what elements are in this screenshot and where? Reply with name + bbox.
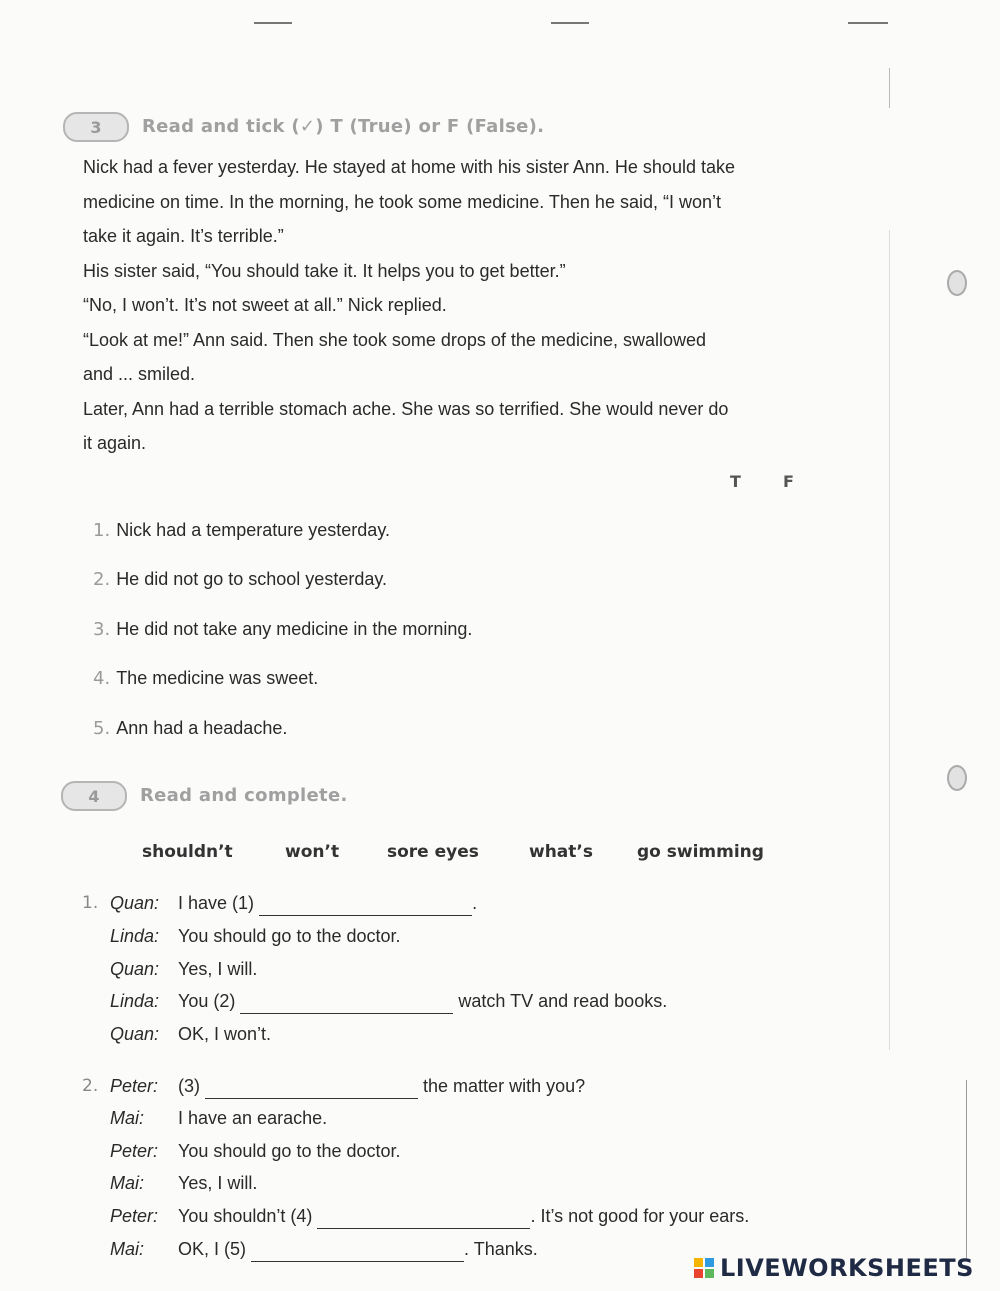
statement-number: 5. (93, 718, 111, 739)
speaker: Quan: (110, 893, 160, 913)
dialogue-line (178, 1076, 585, 1099)
dialogue-line: Yes, I will. (178, 1173, 258, 1193)
passage-line: Later, Ann had a terrible stomach ache. She was so terrified. She would never do (83, 398, 729, 419)
logo-square (694, 1269, 703, 1278)
dialogue-1-number: 1. (82, 893, 99, 913)
word-bank-item: won’t (285, 842, 340, 862)
line-text: the matter with you? (423, 1076, 586, 1096)
speaker: Peter: (110, 1206, 159, 1226)
top-dash-middle (551, 22, 589, 24)
dialogue-line (178, 1239, 538, 1262)
false-column-header: F (783, 472, 794, 491)
statement-text: He did not go to school yesterday. (116, 569, 388, 589)
logo-square (694, 1258, 703, 1267)
dialogue-2-number: 2. (82, 1076, 99, 1096)
statement-text: He did not take any medicine in the morning. (116, 619, 473, 639)
statement-text: Ann had a headache. (116, 718, 288, 738)
statement-text: Nick had a temperature yesterday. (116, 520, 390, 540)
word-bank-item: what’s (529, 842, 593, 862)
logo-square (705, 1269, 714, 1278)
liveworksheets-logo (694, 1254, 974, 1282)
answer-blank-3[interactable] (205, 1078, 418, 1099)
line-text: . It’s not good for your ears. (530, 1206, 750, 1226)
statement-2 (93, 569, 387, 590)
speaker: Mai: (110, 1173, 145, 1193)
section-3-badge (63, 112, 129, 142)
statement-5 (93, 718, 287, 739)
passage-line: take it again. It’s terrible.” (83, 226, 284, 246)
top-dash-left (254, 22, 292, 24)
top-dash-right (848, 22, 888, 24)
speaker: Peter: (110, 1141, 159, 1161)
statement-1 (93, 520, 390, 541)
statement-3 (93, 619, 472, 640)
speaker: Mai: (110, 1108, 145, 1128)
line-text: You shouldn’t (4) (178, 1206, 313, 1226)
dialogue-line (178, 1206, 749, 1229)
dialogue-line: You should go to the doctor. (178, 926, 401, 946)
logo-square (705, 1258, 714, 1267)
dialogue-line (178, 893, 477, 916)
passage-line: it again. (83, 433, 147, 453)
line-text: I have (1) (178, 893, 255, 913)
speaker: Quan: (110, 959, 160, 979)
section-4-badge (61, 781, 127, 811)
dialogue-line: You should go to the doctor. (178, 1141, 401, 1161)
section-4-title: Read and complete. (140, 785, 348, 806)
passage-line: and ... smiled. (83, 364, 196, 384)
statement-number: 4. (93, 668, 111, 689)
line-text: You (2) (178, 991, 236, 1011)
line-text: . (472, 893, 478, 913)
speaker: Quan: (110, 1024, 160, 1044)
section-3-title: Read and tick (✓) T (True) or F (False). (142, 116, 545, 137)
line-text: OK, I (5) (178, 1239, 247, 1259)
line-text: watch TV and read books. (458, 991, 668, 1011)
right-margin-line-2 (889, 230, 890, 1050)
speaker: Linda: (110, 991, 160, 1011)
true-column-header: T (730, 472, 741, 491)
word-bank-item: go swimming (637, 842, 764, 862)
answer-blank-1[interactable] (259, 895, 472, 916)
passage-line: “Look at me!” Ann said. Then she took some drops of the medicine, swallowed (83, 329, 707, 350)
dialogue-line (178, 991, 667, 1014)
speaker: Peter: (110, 1076, 159, 1096)
word-bank-item: shouldn’t (142, 842, 233, 862)
section-3-number: 3 (90, 117, 102, 137)
logo-grid-icon (694, 1258, 714, 1278)
answer-blank-5[interactable] (251, 1241, 464, 1262)
binder-ring-icon (947, 270, 967, 296)
dialogue-line: Yes, I will. (178, 959, 258, 979)
speaker: Mai: (110, 1239, 145, 1259)
statement-text: The medicine was sweet. (116, 668, 319, 688)
passage-line: medicine on time. In the morning, he took some medicine. Then he said, “I won’t (83, 191, 721, 212)
speaker: Linda: (110, 926, 160, 946)
answer-blank-4[interactable] (317, 1208, 530, 1229)
statement-4 (93, 668, 318, 689)
page-edge-line (966, 1080, 967, 1260)
reading-passage (83, 150, 823, 461)
section-4-number: 4 (88, 786, 100, 806)
passage-line: “No, I won’t. It’s not sweet at all.” Nick replied. (83, 295, 447, 315)
passage-line: His sister said, “You should take it. It helps you to get better.” (83, 260, 566, 281)
dialogue-line: I have an earache. (178, 1108, 328, 1128)
statement-number: 2. (93, 569, 111, 590)
answer-blank-2[interactable] (240, 993, 453, 1014)
line-text: (3) (178, 1076, 200, 1096)
statement-number: 1. (93, 520, 111, 541)
line-text: . Thanks. (464, 1239, 538, 1259)
dialogue-line: OK, I won’t. (178, 1024, 272, 1044)
logo-text: LIVEWORKSHEETS (720, 1254, 974, 1282)
word-bank-item: sore eyes (387, 842, 479, 862)
passage-line: Nick had a fever yesterday. He stayed at home with his sister Ann. He should take (83, 157, 735, 177)
right-margin-line (889, 68, 890, 108)
binder-ring-icon (947, 765, 967, 791)
statement-number: 3. (93, 619, 111, 640)
